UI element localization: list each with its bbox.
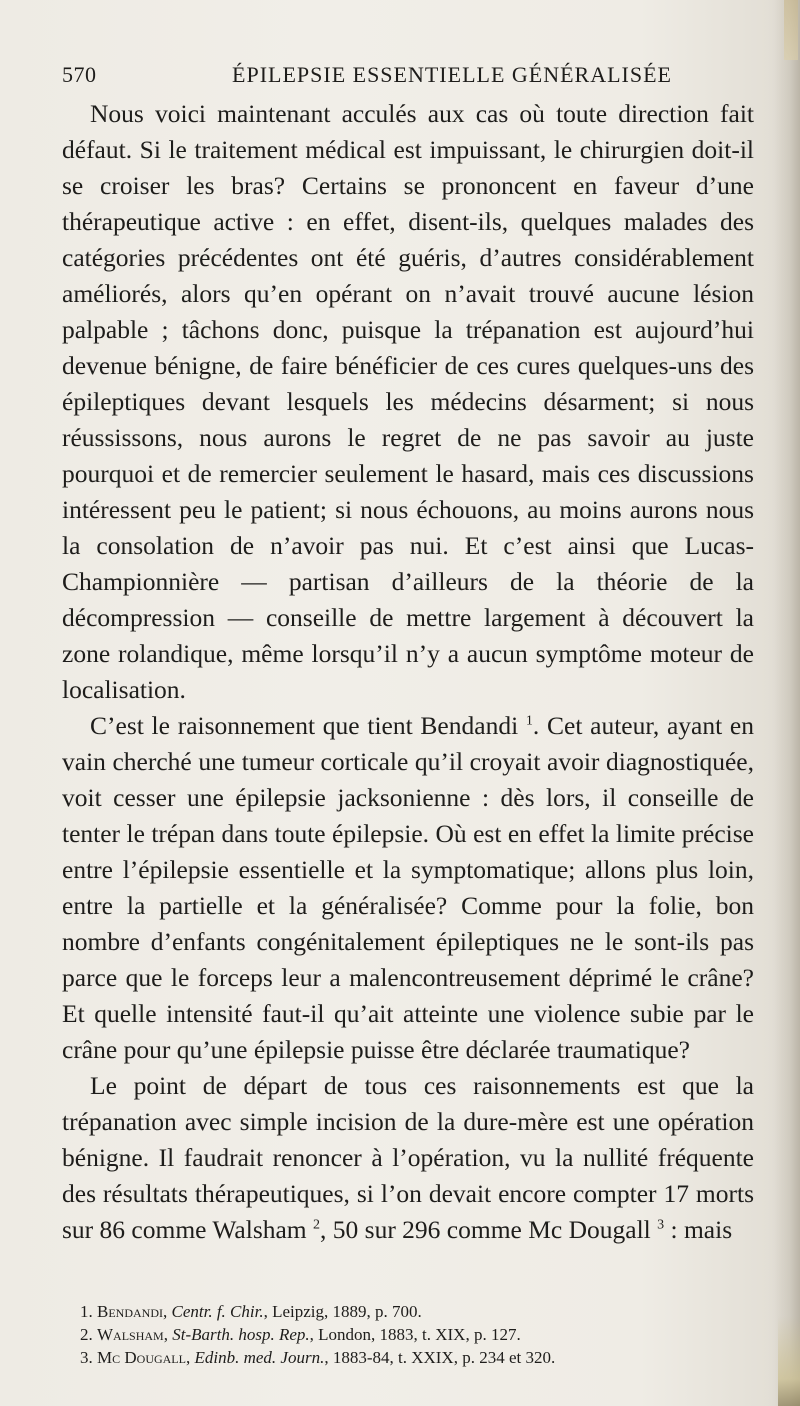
paragraph-2-text-before: C’est le raisonnement que tient Bendandi	[90, 711, 526, 740]
footnote-3: 3. Mc Dougall, Edinb. med. Journ., 1883-84, t. XXIX, p. 234 et 320.	[80, 1348, 556, 1367]
footnotes	[62, 1300, 754, 1369]
footnote-1: 1. Bendandi, Centr. f. Chir., Leipzig, 1889, p. 700.	[80, 1302, 422, 1321]
footnote-number: 3.	[80, 1348, 93, 1367]
footnote-journal: Centr. f. Chir.	[171, 1302, 264, 1321]
footnote-number: 2.	[80, 1325, 93, 1344]
footnote-details: , 1883-84, t. XXIX, p. 234 et 320.	[324, 1348, 556, 1367]
footnote-ref-2: 2	[313, 1217, 321, 1233]
running-title: ÉPILEPSIE ESSENTIELLE GÉNÉRALISÉE	[232, 62, 672, 87]
footnote-number: 1.	[80, 1302, 93, 1321]
footnote-journal: Edinb. med. Journ.	[194, 1348, 325, 1367]
page-edge-tab-bottom	[778, 1316, 800, 1406]
page-edge-shadow	[774, 0, 800, 1406]
paragraph-3-text-after: : mais	[664, 1215, 733, 1244]
footnote-journal: St-Barth. hosp. Rep.	[172, 1325, 310, 1344]
paragraph-3-text-before: Le point de départ de tous ces raisonnements est que la trépanation avec simple incision de la dure-mère est une opération bénigne. Il faudrait renoncer à l’opération, vu la nullité fréquente des résultats thérapeutiques, si l’on devait encore compter 17 morts sur 86 comme Walsham	[62, 1071, 754, 1244]
footnote-author: Walsham	[97, 1325, 164, 1344]
paragraph-3	[62, 1068, 754, 1248]
footnote-ref-1: 1	[525, 713, 533, 729]
running-head	[62, 62, 752, 92]
footnote-details: , Leipzig, 1889, p. 700.	[263, 1302, 422, 1321]
paragraph-2	[62, 708, 754, 1068]
page-edge-tab-top	[784, 0, 798, 60]
footnote-2: 2. Walsham, St-Barth. hosp. Rep., London, 1883, t. XIX, p. 127.	[80, 1325, 521, 1344]
footnote-author: Mc Dougall	[97, 1348, 186, 1367]
footnote-details: , London, 1883, t. XIX, p. 127.	[309, 1325, 521, 1344]
paragraph-2-text-after: . Cet auteur, ayant en vain cherché une tumeur corticale qu’il croyait avoir diagnostiquée, voit cesser une épilepsie jacksonienne : dès lors, il conseille de tenter le trépan dans toute épilepsie. Où est en effet la limite précise entre l’épilepsie essentielle et la symptomatique; allons plus loin, entre la partielle et la généralisée? Comme pour la folie, bon nombre d’enfants congénitalement épileptiques ne le sont-ils pas parce que le forceps leur a malencontreusement déprimé le crâne? Et quelle intensité faut-il qu’ait atteinte une violence subie par le crâne pour qu’une épilepsie puisse être déclarée traumatique?	[62, 711, 754, 1064]
paragraph-1: Nous voici maintenant acculés aux cas où toute direction fait défaut. Si le traitement médical est impuissant, le chirurgien doit-il se croiser les bras? Certains se prononcent en faveur d’une thérapeutique active : en effet, disent-ils, quelques malades des catégories précédentes ont été guéris, d’autres considérablement améliorés, alors qu’en opérant on n’avait trouvé aucune lésion palpable ; tâchons donc, puisque la trépanation est aujourd’hui devenue bénigne, de faire bénéficier de ces cures quelques-uns des épileptiques devant lesquels les médecins désarment; si nous réussissons, nous aurons le regret de ne pas savoir au juste pourquoi et de remercier seulement le hasard, mais ces discussions intéressent peu le patient; si nous échouons, au moins aurons nous la consolation de n’avoir pas nui. Et c’est ainsi que Lucas-Championnière — partisan d’ailleurs de la théorie de la décompression — conseille de mettre largement à découvert la zone rolandique, même lorsqu’il n’y a aucun symptôme moteur de localisation.	[62, 99, 754, 704]
page-number: 570	[62, 62, 97, 87]
body-text	[62, 96, 754, 1248]
footnote-ref-3: 3	[657, 1217, 665, 1233]
paragraph-3-text-middle: , 50 sur 296 comme Mc Dougall	[320, 1215, 658, 1244]
footnote-author: Bendandi	[97, 1302, 163, 1321]
